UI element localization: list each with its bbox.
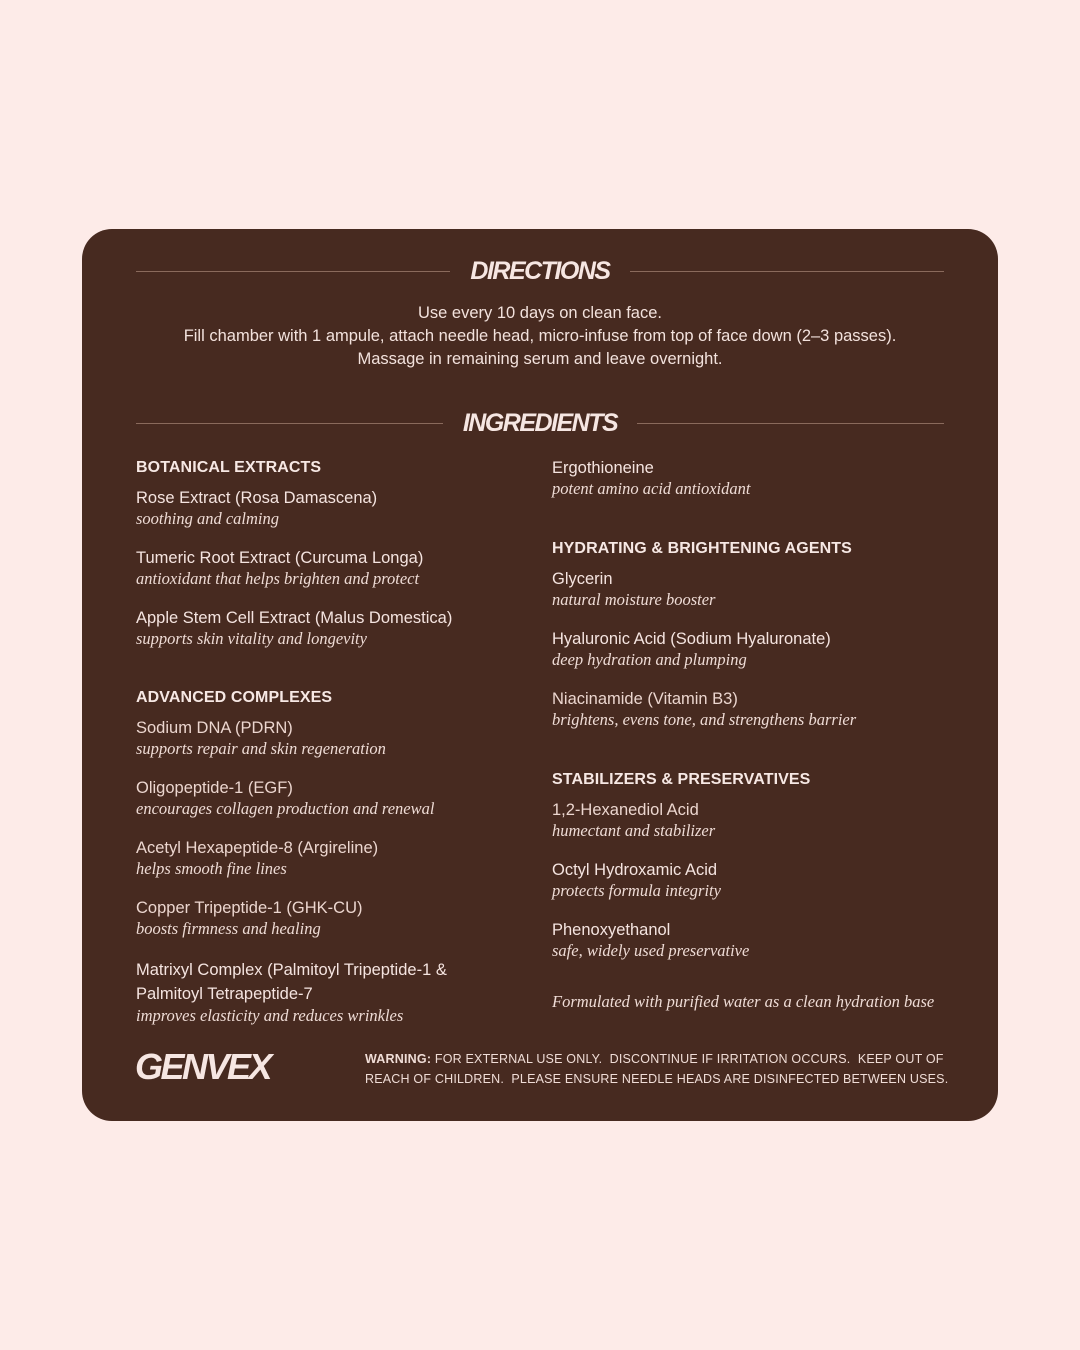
ingredient-item [136, 958, 546, 1026]
warning-line: REACH OF CHILDREN. PLEASE ENSURE NEEDLE HEADS ARE DISINFECTED BETWEEN USES. [365, 1072, 949, 1086]
ingredient-desc: safe, widely used preservative [552, 941, 750, 960]
formulation-note: Formulated with purified water as a clean hydration base [552, 992, 935, 1011]
ingredient-name: Octyl Hydroxamic Acid [552, 861, 718, 879]
ingredient-desc: soothing and calming [136, 509, 279, 528]
divider-line [136, 271, 450, 272]
ingredient-item [552, 800, 972, 841]
ingredient-name-continued: Palmitoyl Tetrapeptide-7 [136, 985, 313, 1003]
ingredient-name: Matrixyl Complex (Palmitoyl Tripeptide-1 & [136, 961, 447, 979]
warning-label: WARNING: [365, 1052, 432, 1066]
ingredient-desc: humectant and stabilizer [552, 821, 716, 840]
ingredient-item [136, 488, 546, 529]
ingredient-item [136, 778, 546, 819]
ingredient-item [136, 608, 546, 649]
ingredient-desc: encourages collagen production and renewal [136, 799, 435, 818]
ingredient-desc: supports skin vitality and longevity [136, 629, 367, 648]
ingredient-item [136, 838, 546, 879]
ingredient-item [552, 569, 972, 610]
ingredient-item [552, 860, 972, 901]
ingredient-name: Apple Stem Cell Extract (Malus Domestica) [136, 609, 453, 627]
ingredient-desc: protects formula integrity [552, 881, 721, 900]
ingredient-desc: potent amino acid antioxidant [552, 479, 751, 498]
label-card [82, 229, 998, 1121]
ingredient-desc: brightens, evens tone, and strengthens barrier [552, 710, 857, 729]
ingredient-item [136, 898, 546, 939]
divider-line [637, 423, 944, 424]
ingredient-item [552, 629, 972, 670]
ingredient-name: Copper Tripeptide-1 (GHK-CU) [136, 899, 363, 917]
ingredient-name: Oligopeptide-1 (EGF) [136, 779, 293, 797]
ingredient-name: Hyaluronic Acid (Sodium Hyaluronate) [552, 630, 831, 648]
ingredients-right-column [552, 458, 972, 1012]
ingredient-desc: improves elasticity and reduces wrinkles [136, 1006, 404, 1025]
ingredient-desc: helps smooth fine lines [136, 859, 287, 878]
ingredient-name: Phenoxyethanol [552, 921, 671, 939]
ingredient-desc: supports repair and skin regeneration [136, 739, 386, 758]
ingredient-desc: antioxidant that helps brighten and protect [136, 569, 420, 588]
ingredient-desc: deep hydration and plumping [552, 650, 747, 669]
section-title-stabilizers: STABILIZERS & PRESERVATIVES [552, 771, 811, 788]
directions-line: Fill chamber with 1 ampule, attach needle head, micro-infuse from top of face down (2–3 passes). [183, 327, 897, 345]
section-title-hydrating: HYDRATING & BRIGHTENING AGENTS [552, 540, 852, 557]
directions-text [112, 302, 968, 371]
ingredient-name: Sodium DNA (PDRN) [136, 719, 293, 737]
ingredient-item [136, 548, 546, 589]
directions-line: Use every 10 days on clean face. [418, 304, 662, 322]
directions-header [136, 251, 944, 291]
section-title-botanical: BOTANICAL EXTRACTS [136, 459, 322, 476]
ingredients-left-column [136, 458, 546, 1045]
ingredient-name: Tumeric Root Extract (Curcuma Longa) [136, 549, 424, 567]
warning-line: FOR EXTERNAL USE ONLY. DISCONTINUE IF IRRITATION OCCURS. KEEP OUT OF [431, 1052, 944, 1066]
divider-line [136, 423, 443, 424]
ingredient-item [552, 458, 972, 499]
ingredient-name: Glycerin [552, 570, 613, 588]
brand-logo: GENVEX [135, 1046, 271, 1087]
section-title-advanced: ADVANCED COMPLEXES [136, 689, 333, 706]
ingredient-desc: boosts firmness and healing [136, 919, 321, 938]
ingredient-item [136, 718, 546, 759]
directions-line: Massage in remaining serum and leave overnight. [357, 350, 723, 368]
warning-text [365, 1049, 965, 1089]
ingredient-item [552, 920, 972, 961]
ingredient-name: Niacinamide (Vitamin B3) [552, 690, 738, 708]
ingredient-name: Rose Extract (Rosa Damascena) [136, 489, 378, 507]
ingredients-header [136, 403, 944, 443]
ingredient-name: 1,2-Hexanediol Acid [552, 801, 699, 819]
directions-heading: DIRECTIONS [470, 256, 610, 285]
divider-line [630, 271, 944, 272]
ingredient-name: Acetyl Hexapeptide-8 (Argireline) [136, 839, 379, 857]
ingredient-name: Ergothioneine [552, 459, 654, 477]
ingredient-desc: natural moisture booster [552, 590, 716, 609]
ingredient-item [552, 689, 972, 730]
ingredients-heading: INGREDIENTS [462, 408, 618, 437]
